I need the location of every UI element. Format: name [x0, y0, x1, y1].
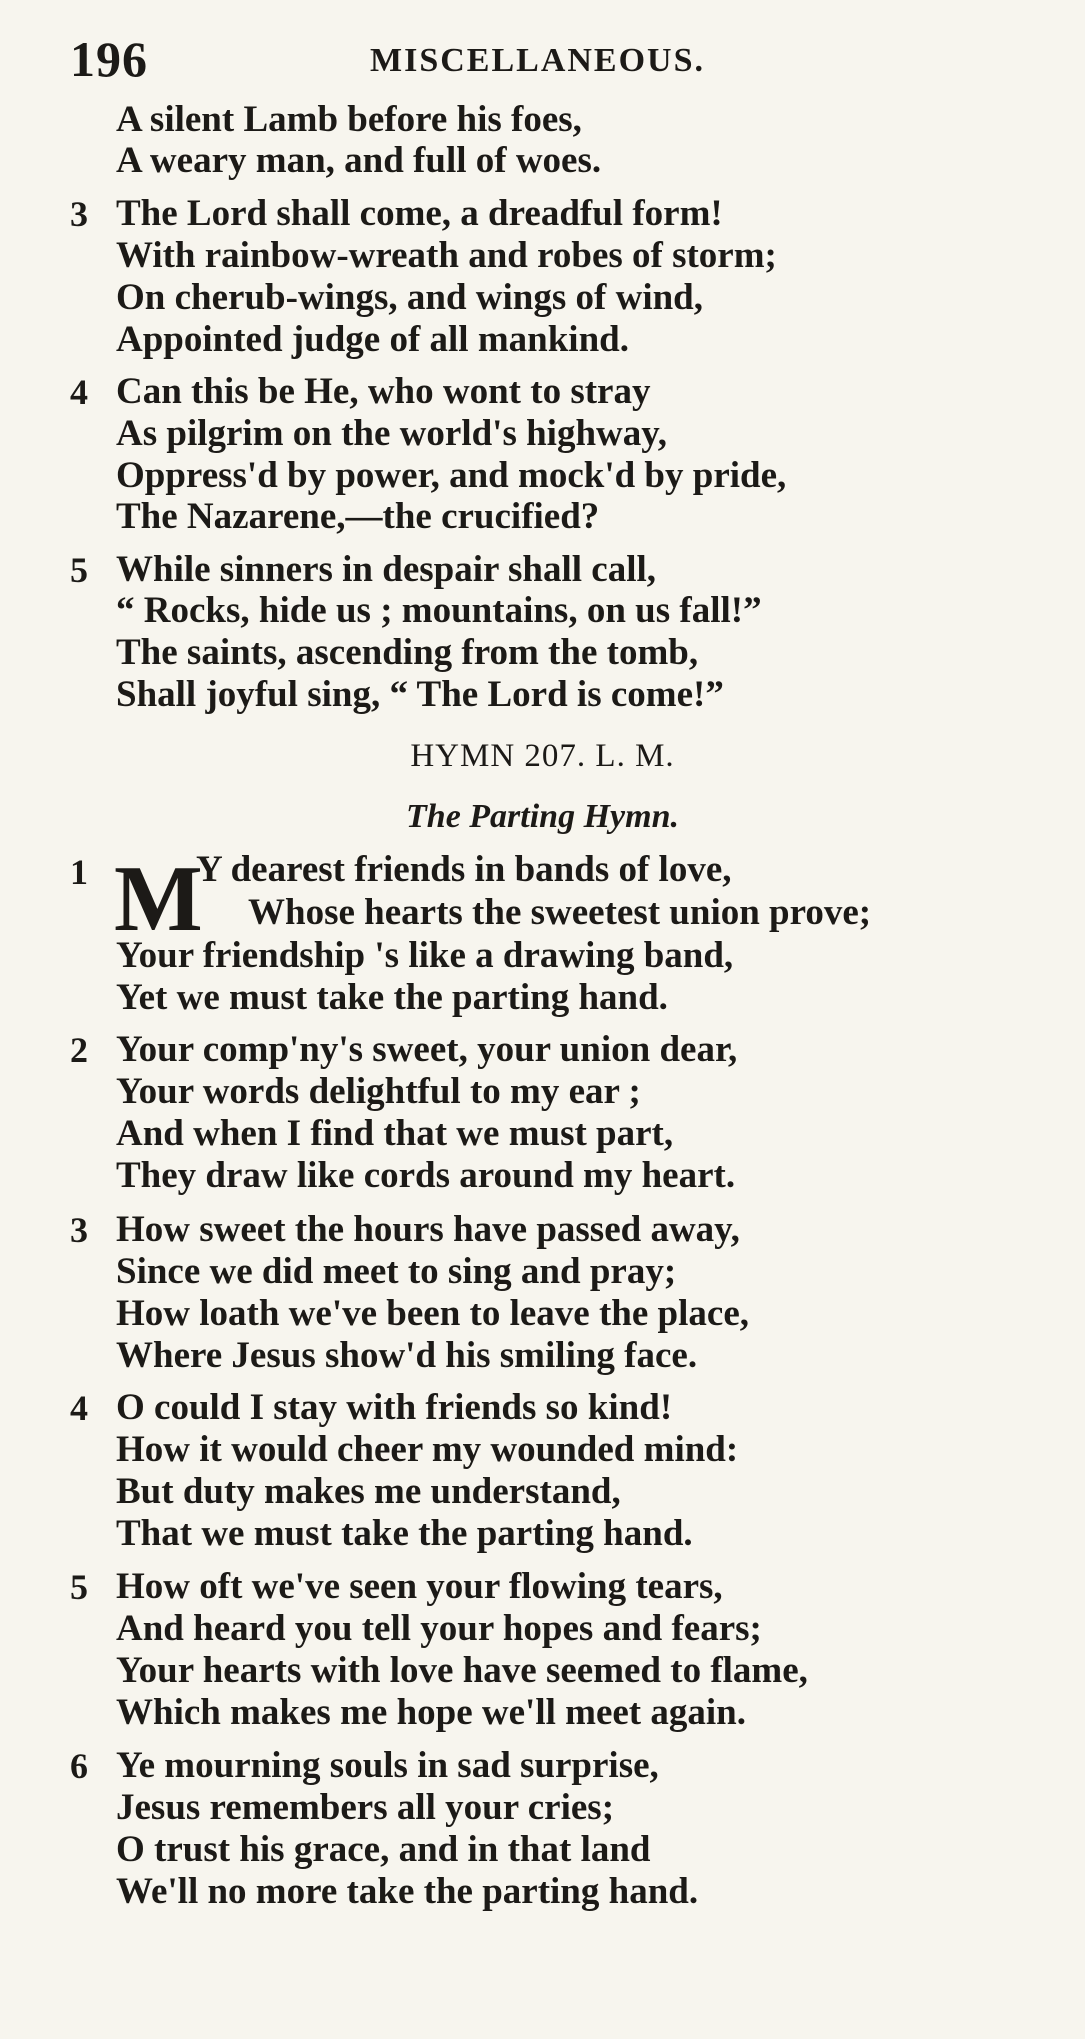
verse-line: Oppress'd by power, and mock'd by pride, [116, 455, 787, 496]
verse-line: They draw like cords around my heart. [116, 1155, 736, 1196]
drop-cap: M [114, 847, 203, 951]
verse-line: O trust his grace, and in that land [116, 1829, 651, 1870]
verse-line: How loath we've been to leave the place, [116, 1293, 749, 1334]
verse-line: Yet we must take the parting hand. [116, 977, 668, 1018]
stanza-number: 5 [70, 1567, 88, 1607]
verse-line: Can this be He, who wont to stray [116, 371, 651, 412]
stanza-number: 4 [70, 372, 88, 412]
verse-line: With rainbow-wreath and robes of storm; [116, 235, 777, 276]
stanza-number: 3 [70, 194, 88, 234]
verse-line: “ Rocks, hide us ; mountains, on us fall!” [116, 590, 762, 631]
verse-line: A silent Lamb before his foes, [116, 99, 582, 140]
verse-line: O could I stay with friends so kind! [116, 1387, 673, 1428]
stanza-number: 5 [70, 550, 88, 590]
verse-line: Which makes me hope we'll meet again. [116, 1692, 746, 1733]
stanza-number: 3 [70, 1210, 88, 1250]
verse-line: Where Jesus show'd his smiling face. [116, 1335, 698, 1376]
page-header [70, 30, 1050, 90]
verse-line: Since we did meet to sing and pray; [116, 1251, 677, 1292]
verse-line: But duty makes me understand, [116, 1471, 621, 1512]
verse-line: A weary man, and full of woes. [116, 140, 602, 181]
stanza-number: 4 [70, 1388, 88, 1428]
verse-line: The Lord shall come, a dreadful form! [116, 193, 723, 234]
running-head: MISCELLANEOUS. [370, 42, 706, 79]
verse-line: Your friendship 's like a drawing band, [116, 935, 734, 976]
verse-line: Your comp'ny's sweet, your union dear, [116, 1029, 738, 1070]
verse-line: While sinners in despair shall call, [116, 549, 657, 590]
verse-line: Your hearts with love have seemed to flame, [116, 1650, 808, 1691]
verse-line: Whose hearts the sweetest union prove; [248, 892, 872, 933]
verse-line: The saints, ascending from the tomb, [116, 632, 699, 673]
verse-line: How sweet the hours have passed away, [116, 1209, 740, 1250]
hymn-subtitle: The Parting Hymn. [406, 798, 679, 835]
verse-line: Your words delightful to my ear ; [116, 1071, 641, 1112]
verse-line: And heard you tell your hopes and fears; [116, 1608, 762, 1649]
stanza-number: 6 [70, 1746, 88, 1786]
verse-line: Y dearest friends in bands of love, [196, 849, 732, 890]
verse-line: How it would cheer my wounded mind: [116, 1429, 739, 1470]
stanza-number: 1 [70, 852, 88, 892]
stanza-number: 2 [70, 1030, 88, 1070]
verse-line: Ye mourning souls in sad surprise, [116, 1745, 659, 1786]
verse-line: How oft we've seen your flowing tears, [116, 1566, 723, 1607]
verse-line: Appointed judge of all mankind. [116, 319, 629, 360]
verse-line: As pilgrim on the world's highway, [116, 413, 667, 454]
verse-line: On cherub-wings, and wings of wind, [116, 277, 704, 318]
verse-line: And when I find that we must part, [116, 1113, 674, 1154]
hymn-title: HYMN 207. L. M. [410, 738, 675, 774]
verse-line: The Nazarene,—the crucified? [116, 496, 600, 537]
verse-line: Jesus remembers all your cries; [116, 1787, 615, 1828]
verse-line: Shall joyful sing, “ The Lord is come!” [116, 674, 724, 715]
verse-line: We'll no more take the parting hand. [116, 1871, 699, 1912]
page-number: 196 [70, 31, 148, 87]
verse-line: That we must take the parting hand. [116, 1513, 693, 1554]
